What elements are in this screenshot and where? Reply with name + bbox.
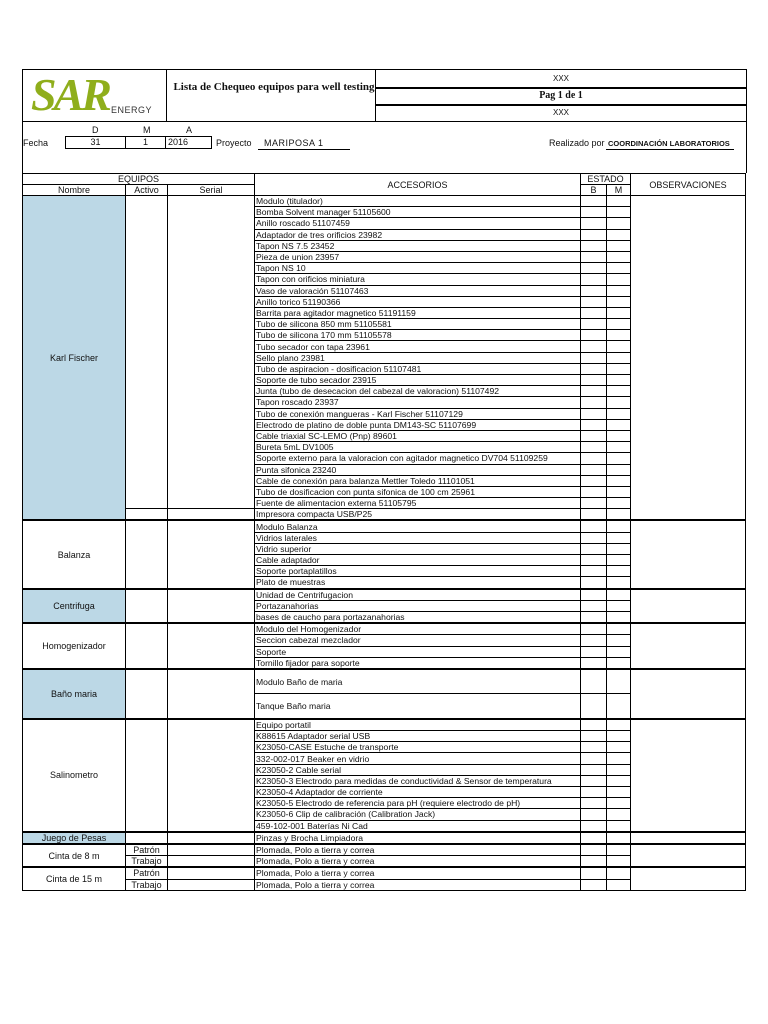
estado-m-cell[interactable] xyxy=(607,229,631,240)
year-label: A xyxy=(186,125,193,135)
estado-b-cell[interactable] xyxy=(581,646,607,657)
estado-m-cell[interactable] xyxy=(607,775,631,786)
observaciones-cell[interactable] xyxy=(631,196,746,521)
accessory-item: Anillo torico 51190366 xyxy=(255,296,581,307)
accessory-item: Tubo secador con tapa 23961 xyxy=(255,341,581,352)
estado-b-cell[interactable] xyxy=(581,509,607,521)
estado-b-cell[interactable] xyxy=(581,386,607,397)
estado-b-cell[interactable] xyxy=(581,307,607,318)
estado-m-cell[interactable] xyxy=(607,352,631,363)
serial-cell[interactable] xyxy=(168,623,255,669)
company-logo-sub: ENERGY xyxy=(111,105,153,115)
activo-cell[interactable] xyxy=(126,719,168,832)
estado-m-cell[interactable] xyxy=(607,196,631,207)
estado-b-cell[interactable] xyxy=(581,218,607,229)
accessory-item: Cable triaxial SC-LEMO (Pnp) 89601 xyxy=(255,430,581,441)
accessory-item: Tapon NS 7.5 23452 xyxy=(255,240,581,251)
estado-b-cell[interactable] xyxy=(581,879,607,890)
accessory-item: Tubo de conexión mangueras - Karl Fischer 51107129 xyxy=(255,408,581,419)
serial-header: Serial xyxy=(168,185,255,196)
estado-b-cell[interactable] xyxy=(581,753,607,764)
accessory-item: K23050-4 Adaptador de corriente xyxy=(255,787,581,798)
estado-b-cell[interactable] xyxy=(581,623,607,635)
estado-m-cell[interactable] xyxy=(607,694,631,719)
accessory-item: Seccion cabezal mezclador xyxy=(255,635,581,646)
table-row xyxy=(23,844,746,856)
equipos-header: EQUIPOS xyxy=(23,174,255,185)
serial-cell[interactable] xyxy=(168,669,255,719)
estado-m-cell[interactable] xyxy=(607,486,631,497)
estado-m-cell[interactable] xyxy=(607,867,631,879)
estado-m-cell[interactable] xyxy=(607,430,631,441)
company-logo: SAR xyxy=(31,69,109,120)
accessory-item: K23050-3 Electrodo para medidas de conductividad & Sensor de temperatura xyxy=(255,775,581,786)
estado-m-cell[interactable] xyxy=(607,296,631,307)
activo-cell[interactable] xyxy=(126,669,168,719)
accessory-item: Electrodo de platino de doble punta DM143-SC 51107699 xyxy=(255,419,581,430)
estado-m-cell[interactable] xyxy=(607,285,631,296)
estado-b-cell[interactable] xyxy=(581,611,607,623)
month-field[interactable]: 1 xyxy=(125,136,166,149)
accessory-item: Adaptador de tres orificios 23982 xyxy=(255,229,581,240)
estado-m-cell[interactable] xyxy=(607,753,631,764)
estado-m-cell[interactable] xyxy=(607,856,631,868)
estado-m-cell[interactable] xyxy=(607,731,631,742)
observaciones-cell[interactable] xyxy=(631,867,746,890)
accessory-item: Tubo de dosificacion con punta sifonica de 100 cm 25961 xyxy=(255,486,581,497)
day-field[interactable]: 31 xyxy=(65,136,126,149)
estado-b-cell[interactable] xyxy=(581,798,607,809)
proyecto-field[interactable]: MARIPOSA 1 xyxy=(264,138,324,148)
accessory-item: Impresora compacta USB/P25 xyxy=(255,509,581,521)
estado-m-cell[interactable] xyxy=(607,543,631,554)
estado-m-cell[interactable] xyxy=(607,657,631,669)
accessory-item: Tapon NS 10 xyxy=(255,263,581,274)
estado-b-cell[interactable] xyxy=(581,867,607,879)
accessory-item: Modulo Baño de maria xyxy=(255,669,581,694)
serial-cell[interactable] xyxy=(168,196,255,509)
estado-m-cell[interactable] xyxy=(607,207,631,218)
accessory-item: K23050-CASE Estuche de transporte xyxy=(255,742,581,753)
equipment-name: Centrifuga xyxy=(23,589,126,624)
accessory-item: Soporte portaplatillos xyxy=(255,566,581,577)
observaciones-cell[interactable] xyxy=(631,719,746,832)
observaciones-cell[interactable] xyxy=(631,520,746,588)
accessory-item: Fuente de alimentacion externa 51105795 xyxy=(255,498,581,509)
estado-m-cell[interactable] xyxy=(607,844,631,856)
estado-header: ESTADO xyxy=(581,174,631,185)
table-row xyxy=(23,867,746,879)
estado-b-cell[interactable] xyxy=(581,577,607,589)
activo-type: Patrón xyxy=(126,844,168,856)
estado-b-cell[interactable] xyxy=(581,319,607,330)
accessory-item: Plomada, Polo a tierra y correa xyxy=(255,856,581,868)
estado-b-cell[interactable] xyxy=(581,274,607,285)
estado-b-cell[interactable] xyxy=(581,375,607,386)
activo-type: Trabajo xyxy=(126,856,168,868)
estado-m-cell[interactable] xyxy=(607,555,631,566)
estado-m-cell[interactable] xyxy=(607,798,631,809)
estado-b-cell[interactable] xyxy=(581,352,607,363)
accessory-item: Bomba Solvent manager 51105600 xyxy=(255,207,581,218)
estado-b-cell[interactable] xyxy=(581,832,607,844)
accessory-item: Barrita para agitador magnetico 51191159 xyxy=(255,307,581,318)
estado-m-cell[interactable] xyxy=(607,532,631,543)
estado-m-cell[interactable] xyxy=(607,589,631,601)
serial-cell[interactable] xyxy=(168,832,255,844)
accessory-item: Tapon con orificios miniatura xyxy=(255,274,581,285)
estado-m-cell[interactable] xyxy=(607,809,631,820)
estado-b-cell[interactable] xyxy=(581,844,607,856)
estado-b-cell[interactable] xyxy=(581,397,607,408)
accessory-item: Unidad de Centrifugacion xyxy=(255,589,581,601)
estado-b-cell[interactable] xyxy=(581,520,607,532)
accessory-item: Punta sifonica 23240 xyxy=(255,464,581,475)
estado-m-cell[interactable] xyxy=(607,566,631,577)
accessory-item: Soporte xyxy=(255,646,581,657)
accessory-item: Vaso de valoración 51107463 xyxy=(255,285,581,296)
document-code-top: XXX xyxy=(552,74,569,83)
estado-m-cell[interactable] xyxy=(607,611,631,623)
activo-cell[interactable] xyxy=(126,832,168,844)
table-row xyxy=(23,719,746,731)
activo-cell[interactable] xyxy=(126,589,168,624)
accessory-item: Anillo roscado 51107459 xyxy=(255,218,581,229)
estado-b-cell[interactable] xyxy=(581,251,607,262)
estado-b-cell[interactable] xyxy=(581,566,607,577)
accessory-item: Soporte externo para la valoracion con agitador magnetico DV704 51109259 xyxy=(255,453,581,464)
estado-b-cell[interactable] xyxy=(581,657,607,669)
estado-b-cell[interactable] xyxy=(581,341,607,352)
activo-cell[interactable] xyxy=(126,623,168,669)
accessory-item: Tubo de silicona 170 mm 51105578 xyxy=(255,330,581,341)
estado-b-cell[interactable] xyxy=(581,543,607,554)
accessory-item: Plomada, Polo a tierra y correa xyxy=(255,867,581,879)
estado-m-cell[interactable] xyxy=(607,635,631,646)
accesorios-header: ACCESORIOS xyxy=(255,174,581,196)
estado-m-header: M xyxy=(607,185,631,196)
accessory-item: 332-002-017 Beaker en vidrio xyxy=(255,753,581,764)
estado-b-cell[interactable] xyxy=(581,196,607,207)
realizado-label: Realizado por xyxy=(549,138,605,148)
accessory-item: Tanque Baño maria xyxy=(255,694,581,719)
estado-m-cell[interactable] xyxy=(607,623,631,635)
estado-b-cell[interactable] xyxy=(581,589,607,601)
estado-m-cell[interactable] xyxy=(607,498,631,509)
estado-b-header: B xyxy=(581,185,607,196)
accessory-item: Sello plano 23981 xyxy=(255,352,581,363)
accessory-item: Equipo portatil xyxy=(255,719,581,731)
serial-cell[interactable] xyxy=(168,589,255,624)
serial-cell[interactable] xyxy=(168,520,255,588)
estado-m-cell[interactable] xyxy=(607,240,631,251)
estado-m-cell[interactable] xyxy=(607,764,631,775)
estado-m-cell[interactable] xyxy=(607,453,631,464)
table-row xyxy=(23,589,746,601)
estado-m-cell[interactable] xyxy=(607,363,631,374)
accessory-item: Modulo Balanza xyxy=(255,520,581,532)
accessory-item: Bureta 5mL DV1005 xyxy=(255,442,581,453)
month-label: M xyxy=(143,125,151,135)
accessory-item: Tubo de aspiracion - dosificacion 51107481 xyxy=(255,363,581,374)
estado-b-cell[interactable] xyxy=(581,453,607,464)
estado-b-cell[interactable] xyxy=(581,498,607,509)
accessory-item: K23050-6 Clip de calibración (Calibration Jack) xyxy=(255,809,581,820)
estado-m-cell[interactable] xyxy=(607,832,631,844)
day-label: D xyxy=(92,125,99,135)
estado-m-cell[interactable] xyxy=(607,263,631,274)
estado-m-cell[interactable] xyxy=(607,397,631,408)
serial-cell[interactable] xyxy=(168,509,255,521)
estado-b-cell[interactable] xyxy=(581,240,607,251)
estado-b-cell[interactable] xyxy=(581,694,607,719)
activo-cell[interactable] xyxy=(126,196,168,509)
table-row xyxy=(23,832,746,844)
accessory-item: Vidrio superior xyxy=(255,543,581,554)
estado-m-cell[interactable] xyxy=(607,520,631,532)
estado-m-cell[interactable] xyxy=(607,307,631,318)
accessory-item: Modulo del Homogenizador xyxy=(255,623,581,635)
estado-b-cell[interactable] xyxy=(581,464,607,475)
accessory-item: Plomada, Polo a tierra y correa xyxy=(255,844,581,856)
checklist-table xyxy=(22,173,745,891)
estado-b-cell[interactable] xyxy=(581,555,607,566)
accessory-item: Tornillo fijador para soporte xyxy=(255,657,581,669)
estado-b-cell[interactable] xyxy=(581,408,607,419)
estado-m-cell[interactable] xyxy=(607,319,631,330)
estado-b-cell[interactable] xyxy=(581,419,607,430)
estado-b-cell[interactable] xyxy=(581,296,607,307)
equipment-name: Juego de Pesas xyxy=(23,832,126,844)
estado-m-cell[interactable] xyxy=(607,719,631,731)
estado-m-cell[interactable] xyxy=(607,577,631,589)
estado-b-cell[interactable] xyxy=(581,285,607,296)
estado-b-cell[interactable] xyxy=(581,635,607,646)
accessory-item: Soporte de tubo secador 23915 xyxy=(255,375,581,386)
accessory-item: Tapon roscado 23937 xyxy=(255,397,581,408)
header-box xyxy=(22,69,747,122)
accessory-item: Cable de conexión para balanza Mettler Toledo 11101051 xyxy=(255,475,581,486)
accessory-item: Modulo (titulador) xyxy=(255,196,581,207)
activo-cell[interactable] xyxy=(126,520,168,588)
accessory-item: Junta (tubo de desecacion del cabezal de valoracion) 51107492 xyxy=(255,386,581,397)
table-row xyxy=(23,196,746,207)
estado-m-cell[interactable] xyxy=(607,442,631,453)
observaciones-cell[interactable] xyxy=(631,623,746,669)
estado-m-cell[interactable] xyxy=(607,475,631,486)
activo-type: Patrón xyxy=(126,867,168,879)
estado-m-cell[interactable] xyxy=(607,386,631,397)
estado-m-cell[interactable] xyxy=(607,464,631,475)
table-row xyxy=(23,669,746,694)
nombre-header: Nombre xyxy=(23,185,126,196)
estado-m-cell[interactable] xyxy=(607,879,631,890)
accessory-item: Vidrios laterales xyxy=(255,532,581,543)
accessory-item: Pieza de union 23957 xyxy=(255,251,581,262)
proyecto-label: Proyecto xyxy=(216,138,252,148)
estado-m-cell[interactable] xyxy=(607,274,631,285)
estado-m-cell[interactable] xyxy=(607,251,631,262)
estado-m-cell[interactable] xyxy=(607,218,631,229)
observaciones-header: OBSERVACIONES xyxy=(631,174,746,196)
estado-b-cell[interactable] xyxy=(581,330,607,341)
estado-m-cell[interactable] xyxy=(607,669,631,694)
estado-b-cell[interactable] xyxy=(581,820,607,832)
accessory-item: K23050-5 Electrodo de referencia para pH (requiere electrodo de pH) xyxy=(255,798,581,809)
accessory-item: Portazanahorias xyxy=(255,600,581,611)
estado-m-cell[interactable] xyxy=(607,742,631,753)
serial-cell[interactable] xyxy=(168,856,255,868)
estado-m-cell[interactable] xyxy=(607,820,631,832)
serial-cell[interactable] xyxy=(168,719,255,832)
equipment-name: Homogenizador xyxy=(23,623,126,669)
equipment-name: Baño maria xyxy=(23,669,126,719)
observaciones-cell[interactable] xyxy=(631,669,746,719)
estado-m-cell[interactable] xyxy=(607,646,631,657)
document-code-bottom: XXX xyxy=(552,108,569,117)
serial-cell[interactable] xyxy=(168,844,255,856)
table-row xyxy=(23,520,746,532)
estado-b-cell[interactable] xyxy=(581,764,607,775)
page-number: Pag 1 de 1 xyxy=(539,90,583,101)
estado-b-cell[interactable] xyxy=(581,742,607,753)
estado-b-cell[interactable] xyxy=(581,430,607,441)
estado-b-cell[interactable] xyxy=(581,787,607,798)
estado-b-cell[interactable] xyxy=(581,229,607,240)
activo-type: Trabajo xyxy=(126,879,168,890)
accessory-item: K88615 Adaptador serial USB xyxy=(255,731,581,742)
accessory-item: 459-102-001 Baterías Ni Cad xyxy=(255,820,581,832)
estado-b-cell[interactable] xyxy=(581,532,607,543)
serial-cell[interactable] xyxy=(168,879,255,890)
accessory-item: Tubo de silicona 850 mm 51105581 xyxy=(255,319,581,330)
accessory-item: Pinzas y Brocha Limpiadora xyxy=(255,832,581,844)
estado-b-cell[interactable] xyxy=(581,442,607,453)
estado-m-cell[interactable] xyxy=(607,419,631,430)
estado-b-cell[interactable] xyxy=(581,775,607,786)
estado-b-cell[interactable] xyxy=(581,731,607,742)
accessory-item: Cable adaptador xyxy=(255,555,581,566)
estado-b-cell[interactable] xyxy=(581,475,607,486)
estado-b-cell[interactable] xyxy=(581,363,607,374)
year-field[interactable]: 2016 xyxy=(165,136,212,149)
observaciones-cell[interactable] xyxy=(631,589,746,624)
equipment-name: Balanza xyxy=(23,520,126,588)
equipment-name: Salinometro xyxy=(23,719,126,832)
accessory-item: K23050-2 Cable serial xyxy=(255,764,581,775)
estado-b-cell[interactable] xyxy=(581,809,607,820)
observaciones-cell[interactable] xyxy=(631,844,746,867)
activo-cell[interactable] xyxy=(126,509,168,521)
accessory-item: Plato de muestras xyxy=(255,577,581,589)
estado-m-cell[interactable] xyxy=(607,408,631,419)
estado-b-cell[interactable] xyxy=(581,719,607,731)
estado-m-cell[interactable] xyxy=(607,330,631,341)
estado-m-cell[interactable] xyxy=(607,341,631,352)
equipment-name: Karl Fischer xyxy=(23,196,126,521)
estado-b-cell[interactable] xyxy=(581,856,607,868)
table-row xyxy=(23,623,746,635)
estado-m-cell[interactable] xyxy=(607,509,631,521)
estado-b-cell[interactable] xyxy=(581,486,607,497)
realizado-field[interactable]: COORDINACIÓN LABORATORIOS xyxy=(608,139,730,148)
estado-b-cell[interactable] xyxy=(581,207,607,218)
equipment-name: Cinta de 8 m xyxy=(23,844,126,867)
serial-cell[interactable] xyxy=(168,867,255,879)
observaciones-cell[interactable] xyxy=(631,832,746,844)
estado-m-cell[interactable] xyxy=(607,600,631,611)
accessory-item: bases de caucho para portazanahorias xyxy=(255,611,581,623)
accessory-item: Plomada, Polo a tierra y correa xyxy=(255,879,581,890)
estado-b-cell[interactable] xyxy=(581,600,607,611)
estado-m-cell[interactable] xyxy=(607,787,631,798)
estado-b-cell[interactable] xyxy=(581,263,607,274)
fecha-label: Fecha xyxy=(23,138,49,148)
estado-m-cell[interactable] xyxy=(607,375,631,386)
equipment-name: Cinta de 15 m xyxy=(23,867,126,890)
document-title: Lista de Chequeo equipos para well testing xyxy=(173,81,375,93)
activo-header: Activo xyxy=(126,185,168,196)
estado-b-cell[interactable] xyxy=(581,669,607,694)
